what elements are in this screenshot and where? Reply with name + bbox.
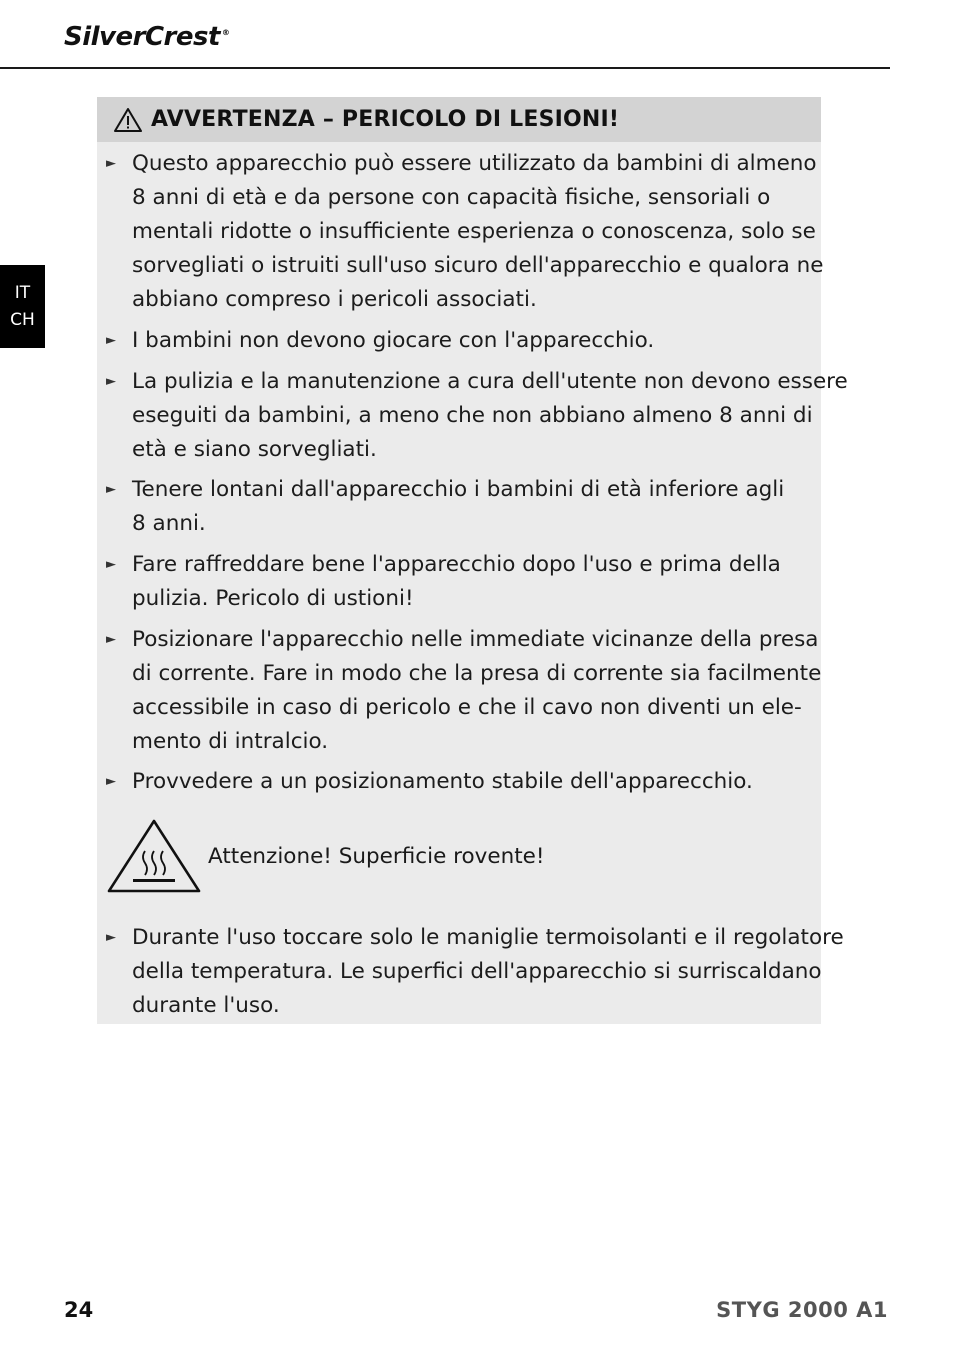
warning-title: AVVERTENZA – PERICOLO DI LESIONI! [151,107,620,132]
hot-surface-notice [105,817,805,899]
item-text-line: Posizionare l'apparecchio nelle immediate vicinanze della presa [132,627,819,652]
item-text-line: pulizia. Pericolo di ustioni! [132,586,414,611]
bullet-arrow-icon: ► [106,374,116,389]
language-tab [0,265,45,348]
brand-logo [64,22,229,52]
item-text-line: Fare raffreddare bene l'apparecchio dopo l'uso e prima della [132,552,781,577]
registered-mark: ® [221,28,230,37]
model-number: STYG 2000 A1 [716,1298,888,1322]
bullet-arrow-icon: ► [106,930,116,945]
item-text-line: abbiano compreso i pericoli associati. [132,287,537,312]
item-text-line: Tenere lontani dall'apparecchio i bambini di età inferiore agli [132,477,785,502]
item-text-line: Provvedere a un posizionamento stabile dell'apparecchio. [132,769,753,794]
item-text-line: 8 anni. [132,511,206,536]
header-rule [0,67,890,69]
bullet-arrow-icon: ► [106,632,116,647]
item-text-line: 8 anni di età e da persone con capacità fisiche, sensoriali o [132,185,771,210]
warning-header [97,97,821,142]
item-text-line: I bambini non devono giocare con l'apparecchio. [132,328,655,353]
item-text-line: Questo apparecchio può essere utilizzato da bambini di almeno [132,151,817,176]
item-text-line: età e siano sorvegliati. [132,437,377,462]
item-text-line: accessibile in caso di pericolo e che il cavo non diventi un ele- [132,695,802,720]
bullet-arrow-icon: ► [106,774,116,789]
page-number: 24 [64,1298,94,1322]
item-text-line: sorvegliati o istruiti sull'uso sicuro dell'apparecchio e qualora ne [132,253,824,278]
bullet-arrow-icon: ► [106,482,116,497]
item-text-line: durante l'uso. [132,993,280,1018]
item-text-line: La pulizia e la manutenzione a cura dell'utente non devono essere [132,369,848,394]
item-text-line: mento di intralcio. [132,729,329,754]
language-code-ch: CH [10,309,35,330]
bullet-arrow-icon: ► [106,557,116,572]
item-text-line: eseguiti da bambini, a meno che non abbiano almeno 8 anni di [132,403,813,428]
item-text-line: Durante l'uso toccare solo le maniglie termoisolanti e il regolatore [132,925,844,950]
item-text-line: della temperatura. Le superfici dell'apparecchio si surriscaldano [132,959,822,984]
language-code-it: IT [14,282,31,303]
item-text-line: di corrente. Fare in modo che la presa di corrente sia facilmente [132,661,822,686]
hot-surface-text: Attenzione! Superficie rovente! [208,844,545,869]
brand-name: SilverCrest [64,22,220,52]
warning-triangle-icon [113,107,143,133]
item-text-line: mentali ridotte o insufficiente esperienza o conoscenza, solo se [132,219,816,244]
warning-box [97,97,848,1024]
bullet-arrow-icon: ► [106,333,116,348]
bullet-arrow-icon: ► [106,156,116,171]
hot-surface-icon [105,817,203,897]
